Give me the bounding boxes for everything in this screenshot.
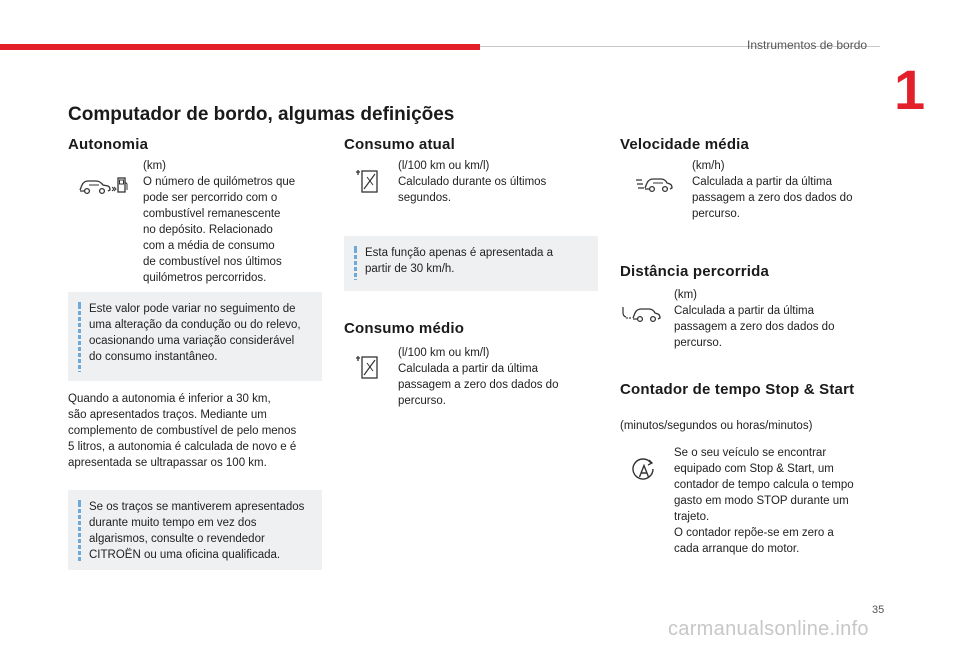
note-marker (354, 246, 357, 280)
stop-start-units: (minutos/segundos ou horas/minutos) (620, 420, 813, 432)
page-title: Computador de bordo, algumas definições (68, 104, 455, 125)
stop-start-icon (631, 458, 657, 484)
consumo-medio-heading: Consumo médio (344, 320, 465, 337)
consumo-atual-heading: Consumo atual (344, 136, 455, 153)
velocidade-media-description: (km/h) Calculada a partir da última passagem a zero dos dados do percurso. (692, 160, 853, 220)
stop-start-heading: Contador de tempo Stop & Start (620, 381, 855, 398)
stop-start-description: Se o seu veículo se encontrar equipado com Stop & Start, um contador de tempo calcula o tempo gasto em modo STOP durante um trajeto. O contador repõe-se em zero a cada arranque do motor. (674, 447, 854, 555)
velocidade-media-heading: Velocidade média (620, 136, 750, 153)
page-number: 35 (872, 604, 885, 616)
watermark: carmanualsonline.info (668, 618, 869, 640)
consumo-atual-note-text: Esta função apenas é apresentada a partir de 30 km/h. (365, 247, 553, 275)
consumo-atual-description: (l/100 km ou km/l) Calculado durante os últimos segundos. (398, 160, 547, 204)
average-consumption-icon (355, 354, 379, 380)
autonomia-heading: Autonomia (68, 136, 149, 153)
distance-travelled-icon (620, 304, 662, 324)
autonomia-note-2-text: Se os traços se mantiverem apresentados durante muito tempo em vez dos algarismos, consulte o revendedor CITROËN ou uma oficina qualificada. (89, 501, 305, 561)
autonomia-note-1 (68, 292, 322, 381)
consumo-atual-note (344, 236, 598, 291)
distancia-percorrida-description: (km) Calculada a partir da última passagem a zero dos dados do percurso. (674, 289, 835, 349)
header-red-bar (0, 44, 480, 50)
autonomia-description: (km) O número de quilómetros que pode ser percorrido com o combustível remanescente no depósito. Relacionado com a média de consumo de combustível nos últimos quilómetros percorridos. (143, 160, 296, 284)
distancia-percorrida-heading: Distância percorrida (620, 263, 770, 280)
fuel-consumption-icon (355, 168, 379, 194)
chapter-number: 1 (894, 58, 926, 121)
car-fuel-range-icon (78, 175, 128, 197)
note-marker (78, 500, 81, 562)
section-title: Instrumentos de bordo (747, 38, 868, 52)
consumo-medio-description: (l/100 km ou km/l) Calculada a partir da última passagem a zero dos dados do percurso. (398, 347, 559, 407)
autonomia-note-2 (68, 490, 322, 570)
autonomia-note-1-text: Este valor pode variar no seguimento de uma alteração da condução ou do relevo, ocasionando uma variação considerável do consumo instantâneo. (89, 303, 301, 363)
note-marker (78, 302, 81, 372)
average-speed-icon (635, 174, 673, 194)
autonomia-paragraph: Quando a autonomia é inferior a 30 km, são apresentados traços. Mediante um complemento de combustível de pelo menos 5 litros, a autonomia é calculada de novo e é apresentada se ultrapassar os 100 km. (68, 393, 297, 469)
